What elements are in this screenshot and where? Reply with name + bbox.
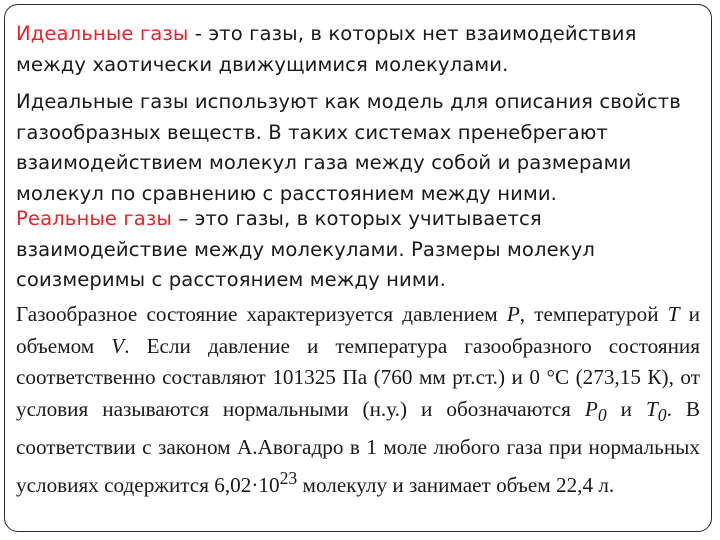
volume-symbol: V	[111, 333, 125, 358]
gas-state-text-1: Газообразное состояние характеризуется давлением	[16, 302, 507, 326]
normal-temperature-symbol: T	[645, 396, 658, 421]
temperature-symbol: T	[667, 302, 680, 326]
ideal-gas-term: Идеальные газы	[16, 22, 189, 45]
pressure-symbol: P	[506, 302, 520, 326]
gas-state-text-3: и объемом	[16, 302, 700, 358]
gas-state-text-6: . В соответствии с законом А.Авогадро в 1 моле любого газа при нормальных условиях содержится 6,02·10	[16, 396, 701, 498]
normal-pressure-subscript: 0	[597, 405, 607, 426]
real-gas-definition	[16, 204, 700, 296]
real-gas-term: Реальные газы	[16, 207, 173, 230]
ideal-gas-model-paragraph: Идеальные газы используют как модель для описания свойств газообразных веществ. В таких системах пренебрегают взаимодействием молекул газа между собой и размерами молекул по сравнению с расстоянием между ними.	[16, 90, 681, 205]
ideal-gas-definition	[16, 19, 700, 80]
avogadro-exponent: 23	[279, 468, 298, 489]
normal-pressure-symbol: P	[584, 396, 598, 421]
ideal-gas-definition-text: - это газы, в которых нет взаимодействия между хаотически движущимися молекулами.	[16, 22, 637, 76]
gas-state-text-2: , температурой	[519, 302, 668, 326]
gas-state-text-7: молекулу и занимает объем 22,4 л.	[297, 473, 615, 498]
normal-temperature-subscript: 0	[657, 405, 667, 426]
gas-state-text-5: и	[606, 396, 646, 421]
real-gas-definition-text: – это газы, в которых учитывается взаимодействие между молекулами. Размеры молекул соизмеримы с расстоянием между ними.	[16, 207, 596, 291]
gas-state-paragraph	[16, 299, 700, 502]
gas-state-text-4: . Если давление и температура газообразного состояния соответственно составляют 101325 Па (760 мм рт.ст.) и 0 °С (273,15 К), от условия называются нормальными (н.у.) и обозначаются	[16, 333, 701, 421]
